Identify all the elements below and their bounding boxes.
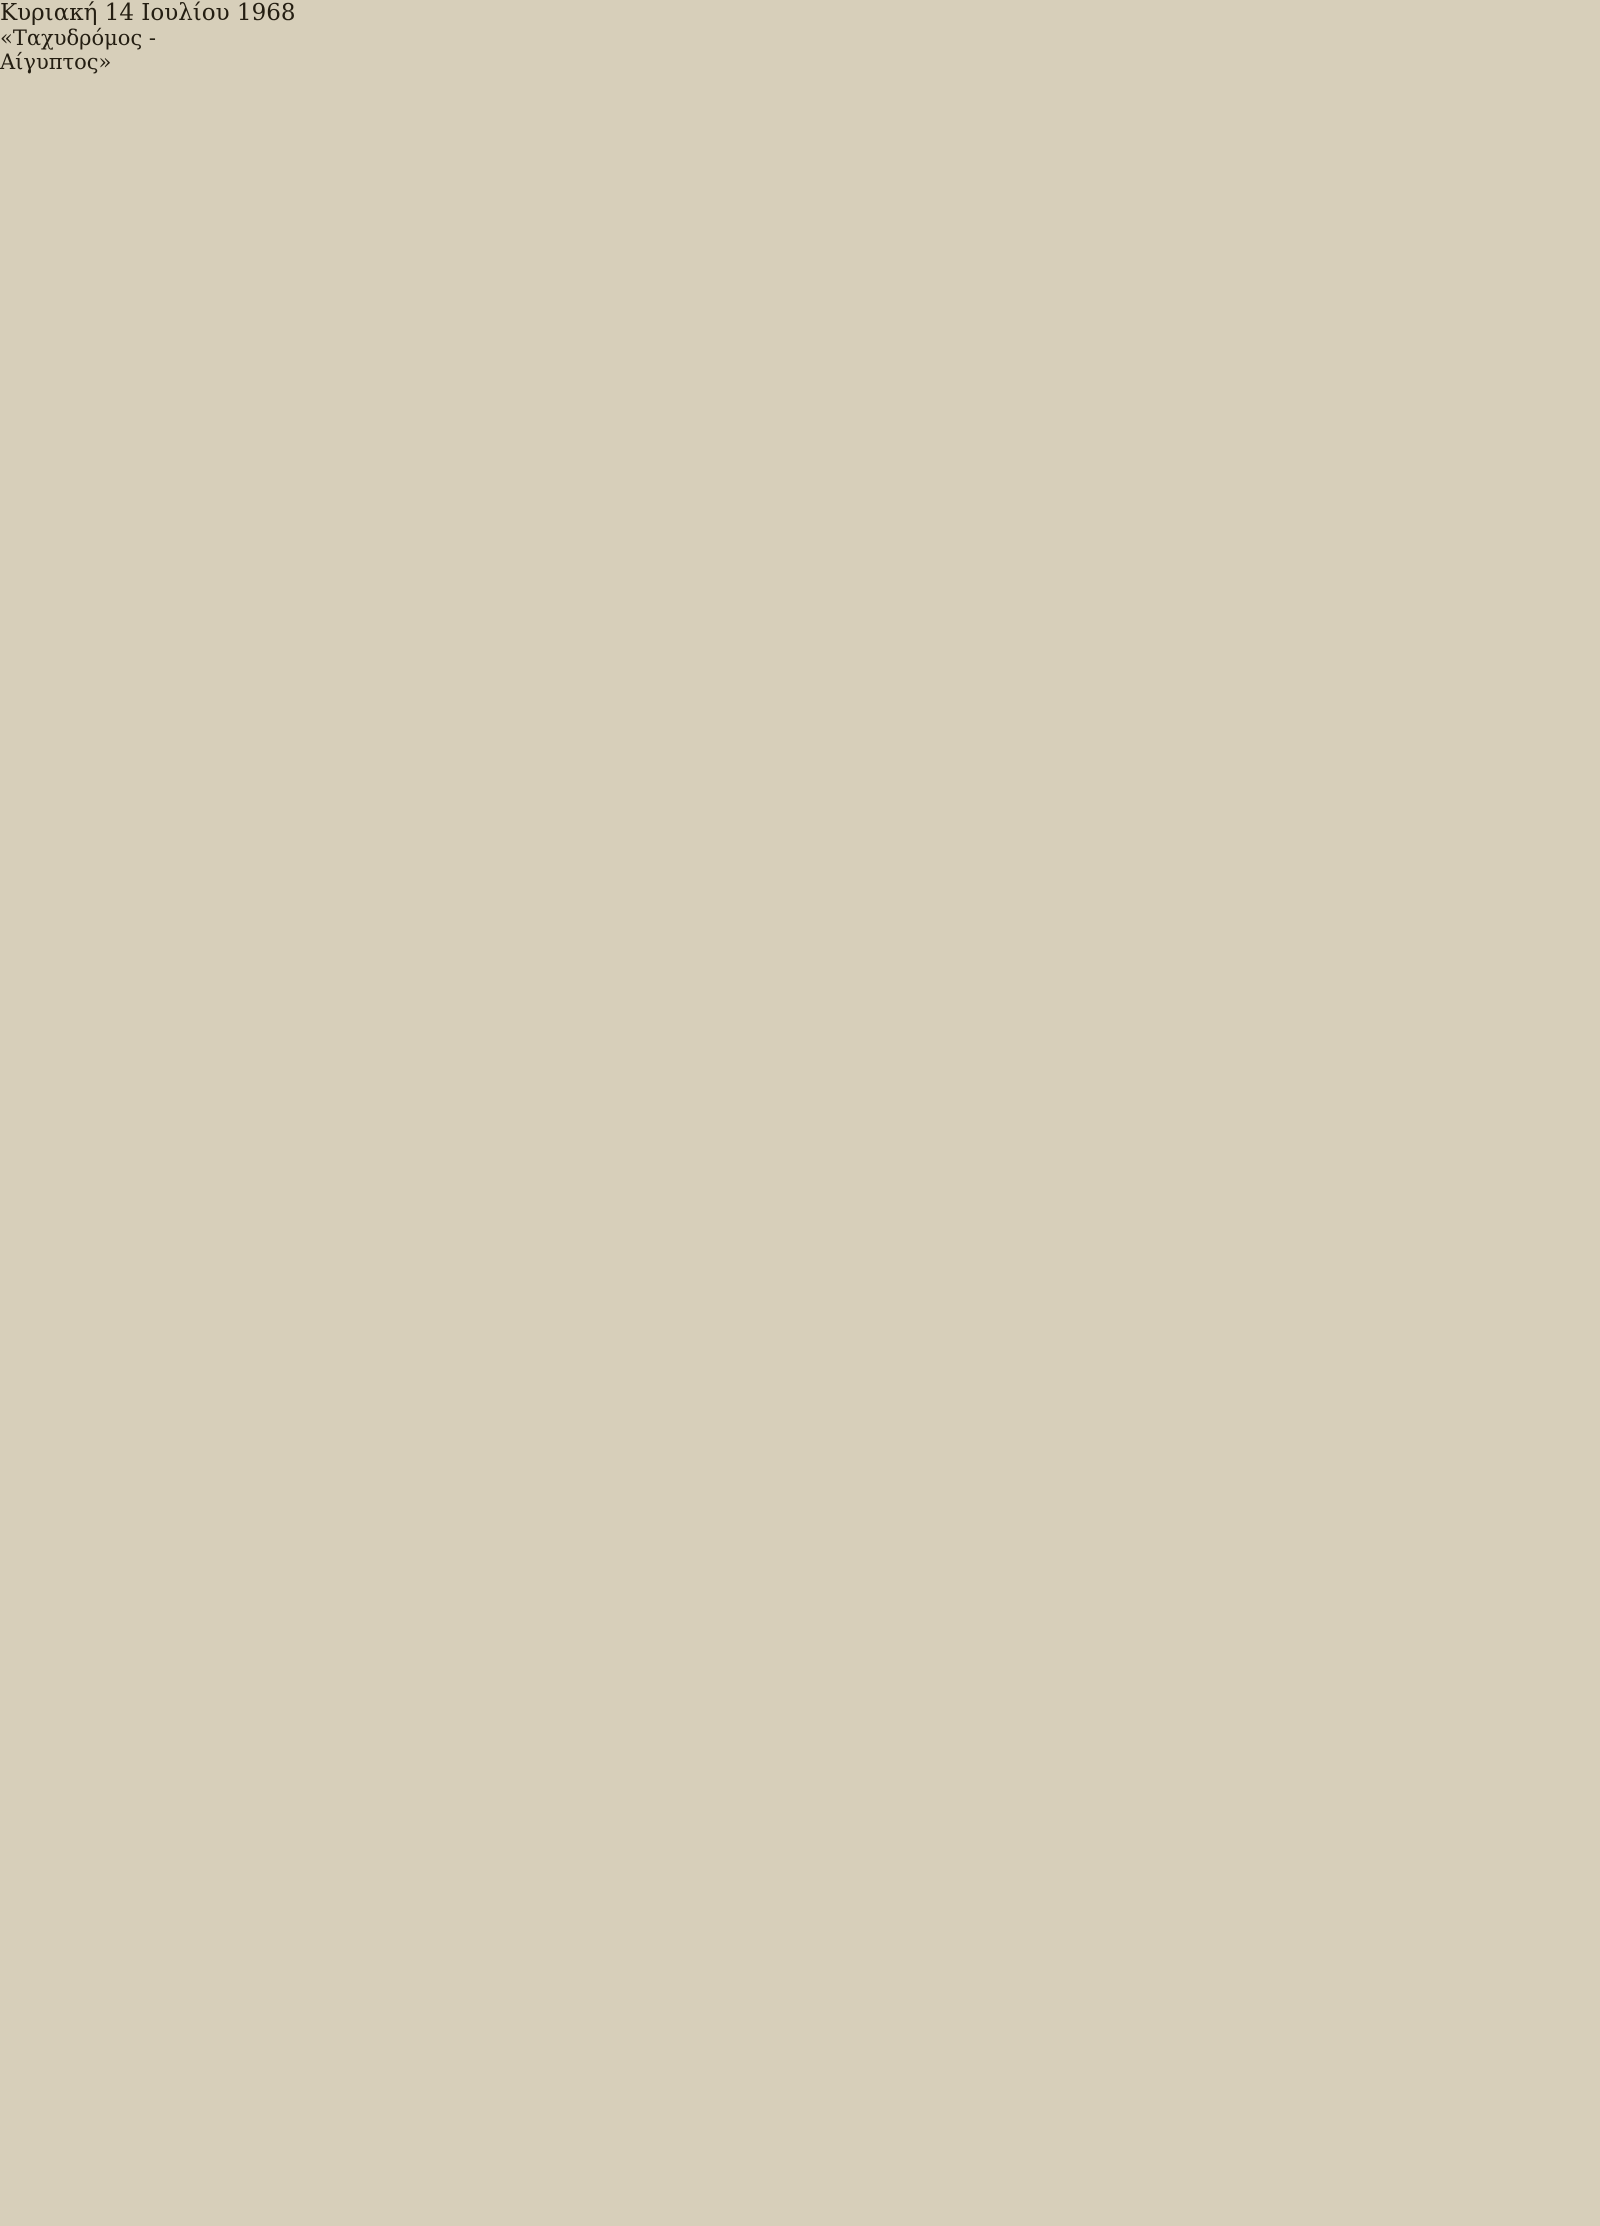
page-date: Κυριακή 14 Ιουλίου 1968 xyxy=(0,0,296,26)
divider xyxy=(0,2164,1600,2226)
page-running-title: «Ταχυδρόμος - Αίγυπτος» xyxy=(0,26,156,74)
divider xyxy=(0,100,1600,2164)
ink-smudge xyxy=(0,74,72,100)
